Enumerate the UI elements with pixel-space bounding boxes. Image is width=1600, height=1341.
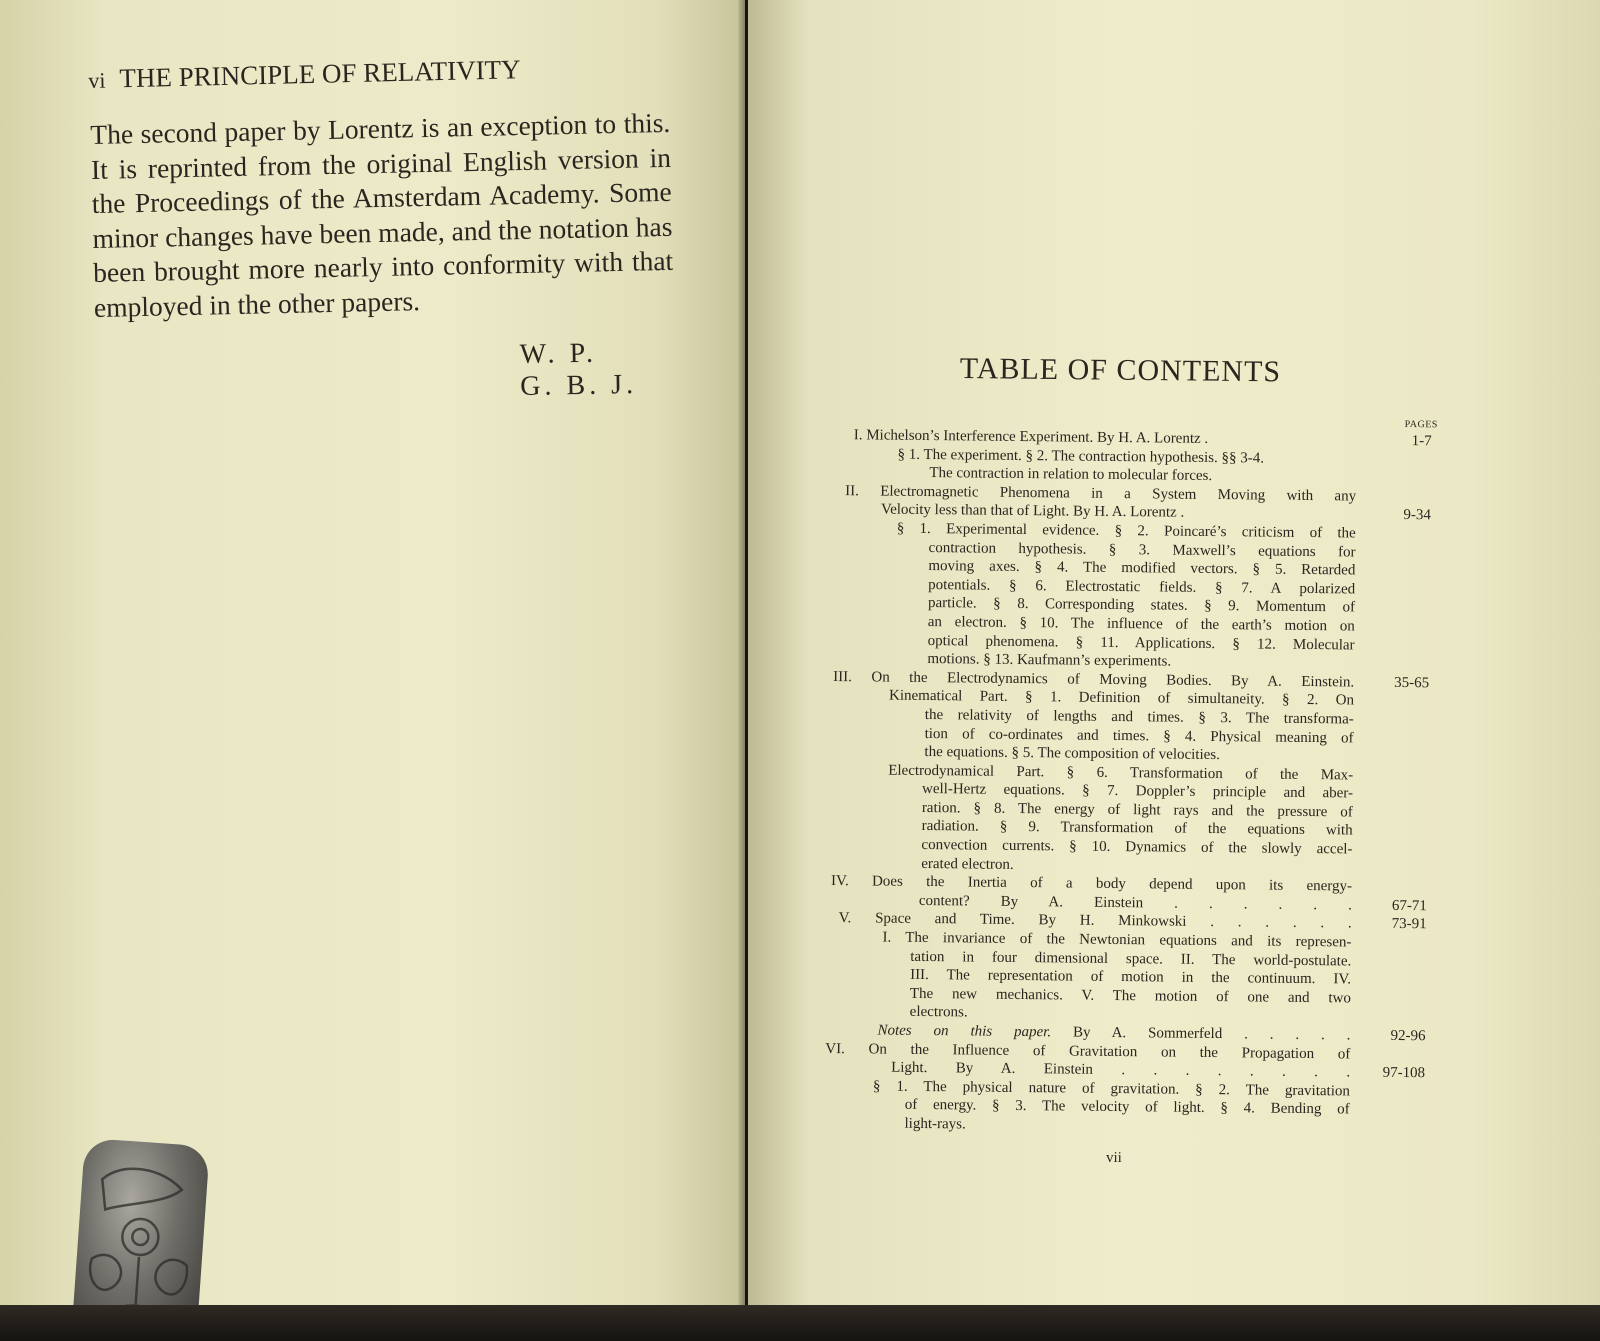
toc-entry-text: tation in four dimensional space. II. The world-postulate. bbox=[910, 948, 1352, 970]
table-of-contents bbox=[824, 412, 1438, 1139]
left-page-number: vi bbox=[88, 67, 106, 93]
toc-page-range: 1-7 bbox=[1411, 433, 1432, 450]
toc-entry-text: radiation. § 9. Transformation of the equations with bbox=[921, 818, 1353, 839]
toc-entry-text: IV. Does the Inertia of a body depend upon its energy- bbox=[831, 873, 1353, 895]
toc-entry-text: The new mechanics. V. The motion of one and two bbox=[909, 985, 1351, 1007]
toc-page-range: 73-91 bbox=[1391, 916, 1427, 933]
toc-entry-text: § 1. Experimental evidence. § 2. Poincaré’s criticism of the bbox=[896, 520, 1356, 542]
toc-entry-text: III. On the Electrodynamics of Moving Bodies. By A. Einstein. bbox=[833, 668, 1355, 691]
running-head-title: THE PRINCIPLE OF RELATIVITY bbox=[119, 54, 521, 94]
toc-entry-text: the equations. § 5. The composition of velocities. bbox=[924, 744, 1221, 764]
toc-page-range: 97-108 bbox=[1382, 1064, 1426, 1082]
toc-entry-text: electrons. bbox=[909, 1004, 968, 1021]
preface-line: employed in the other papers. bbox=[93, 284, 421, 323]
left-page bbox=[0, 0, 745, 1341]
toc-entry-text: § 1. The physical nature of gravitation. § 2. The gravitation bbox=[872, 1078, 1350, 1100]
right-page-number: vii bbox=[1105, 1149, 1122, 1167]
toc-entry-text: Kinematical Part. § 1. Definition of simultaneity. § 2. On bbox=[888, 687, 1355, 709]
toc-entry-text: moving axes. § 4. The modified vectors. § 5. Retarded bbox=[928, 558, 1356, 579]
toc-entry-text: content? By A. Einstein . . . . . . bbox=[918, 892, 1352, 914]
table-surface bbox=[0, 1305, 1600, 1341]
toc-entry-text: VI. On the Influence of Gravitation on the Propagation of bbox=[825, 1040, 1351, 1063]
signature-initials: G. B. J. bbox=[520, 368, 638, 403]
toc-entry-text: the relativity of lengths and times. § 3. The transforma- bbox=[924, 706, 1354, 728]
toc-entry-text: particle. § 8. Corresponding states. § 9. Momentum of bbox=[927, 595, 1356, 616]
toc-entry-text: motions. § 13. Kaufmann’s experiments. bbox=[927, 651, 1172, 670]
toc-entry-text: I. The invariance of the Newtonian equations and its represen- bbox=[882, 929, 1352, 951]
toc-title: TABLE OF CONTENTS bbox=[959, 352, 1282, 389]
preface-paragraph bbox=[90, 106, 674, 325]
running-head bbox=[88, 54, 521, 95]
toc-page-range: 92-96 bbox=[1390, 1027, 1426, 1045]
toc-entry-text: an electron. § 10. The influence of the earth’s motion on bbox=[927, 613, 1355, 635]
toc-entry-text: of energy. § 3. The velocity of light. § 4. Bending of bbox=[904, 1097, 1350, 1118]
toc-entry-text: III. The representation of motion in the continuum. IV. bbox=[910, 967, 1352, 988]
toc-entry-text: II. Electromagnetic Phenomena in a System Moving with any bbox=[845, 482, 1357, 505]
preface-line: the Proceedings of the Amsterdam Academy. Some bbox=[91, 175, 672, 219]
toc-entry-text: convection currents. § 10. Dynamics of the slowly accel- bbox=[921, 837, 1353, 858]
toc-entry-text: contraction hypothesis. § 3. Maxwell’s equations for bbox=[928, 539, 1356, 561]
toc-entry-text: ration. § 8. The energy of light rays and the pressure of bbox=[921, 799, 1353, 821]
toc-entry-text: erated electron. bbox=[921, 855, 1014, 873]
toc-entry-text: potentials. § 6. Electrostatic fields. § 7. A polarized bbox=[928, 576, 1356, 598]
preface-line: The second paper by Lorentz is an exception to this. bbox=[90, 106, 671, 150]
toc-page-range: 67-71 bbox=[1391, 897, 1427, 915]
toc-entry-text: Velocity less than that of Light. By H. A. Lorentz . bbox=[880, 501, 1185, 522]
toc-entry-text: V. Space and Time. By H. Minkowski . . . . . . bbox=[838, 910, 1352, 932]
preface-line: It is reprinted from the original English version in bbox=[90, 141, 672, 185]
toc-entry-text: Electrodynamical Part. § 6. Transformation of the Max- bbox=[888, 762, 1354, 784]
toc-entry-text: I. Michelson’s Interference Experiment. By H. A. Lorentz . bbox=[853, 427, 1209, 447]
toc-entry-text: The contraction in relation to molecular forces. bbox=[929, 465, 1213, 485]
signature-initials: W. P. bbox=[519, 337, 598, 371]
signature-block bbox=[519, 337, 637, 403]
toc-entry-text: Light. By A. Einstein . . . . . . . . bbox=[891, 1059, 1351, 1081]
toc-entry-text: optical phenomena. § 11. Applications. § 12. Molecular bbox=[927, 632, 1355, 654]
toc-entry-text: well-Hertz equations. § 7. Doppler’s principle and aber- bbox=[921, 781, 1354, 802]
toc-entry-text: tion of co-ordinates and times. § 4. Physical meaning of bbox=[924, 725, 1354, 746]
preface-line: minor changes have been made, and the notation has bbox=[92, 210, 673, 254]
toc-page-range: 9-34 bbox=[1403, 507, 1432, 524]
toc-entry-text: light-rays. bbox=[904, 1115, 966, 1133]
toc-entry-text: Notes on this paper. By A. Sommerfeld . . . . . bbox=[877, 1022, 1351, 1044]
toc-entry-text: § 1. The experiment. § 2. The contraction hypothesis. §§ 3-4. bbox=[897, 446, 1265, 467]
preface-line: been brought more nearly into conformity with that bbox=[92, 244, 674, 288]
pages-column-header: PAGES bbox=[1404, 418, 1438, 431]
toc-page-range: 35-65 bbox=[1394, 674, 1430, 691]
